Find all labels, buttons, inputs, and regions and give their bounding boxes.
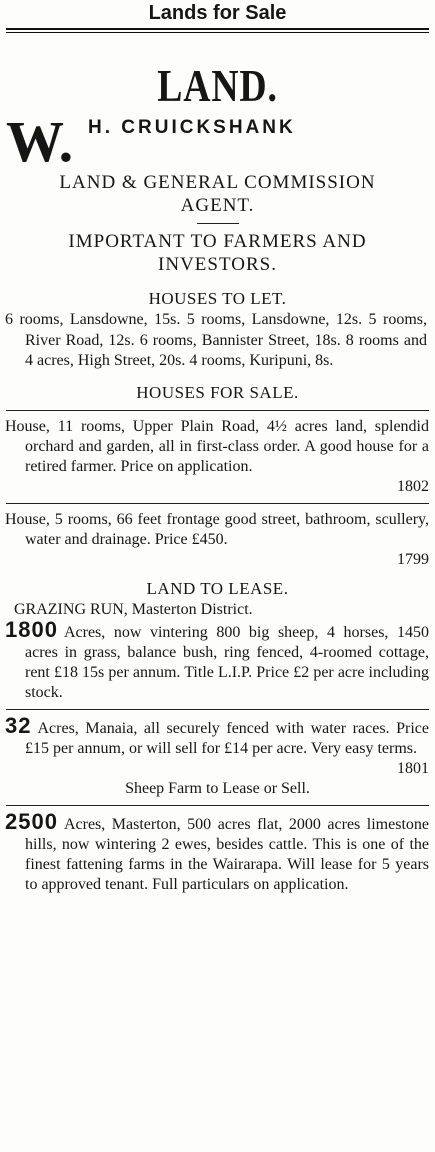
lease-entry-3-text: Acres, Masterton, 500 acres flat, 2000 acres limestone hills, now wintering 2 ewes, besides cattle. This is one of the finest fattening farms in the Wairarapa. Will lease for 5 years to approved tenant. Full particulars on application. xyxy=(25,815,429,893)
agent-role-2: AGENT. xyxy=(180,195,255,216)
agent-role-1: LAND & GENERAL COMMISSION xyxy=(59,172,376,193)
houses-to-let-text: 6 rooms, Lansdowne, 15s. 5 rooms, Lansdowne, 12s. 5 rooms, River Road, 12s. 6 rooms, Bannister Street, 18s. 8 rooms and 4 acres, High Street, 20s. 4 rooms, Kuripuni, 8s. xyxy=(5,311,427,369)
notice-line-2: INVESTORS. xyxy=(158,254,277,275)
notice-line-1: IMPORTANT TO FARMERS AND xyxy=(68,231,367,252)
divider xyxy=(197,223,239,224)
house-entry-1 xyxy=(0,417,435,497)
house-entry-2 xyxy=(0,510,435,570)
house-entry-1-text: House, 11 rooms, Upper Plain Road, 4½ acres land, splendid orchard and garden, all in first-class order. A good house for a retired farmer. Price on application. xyxy=(5,417,429,475)
land-to-lease-heading: LAND TO LEASE. xyxy=(146,578,289,598)
house-entry-2-text: House, 5 rooms, 66 feet frontage good street, bathroom, scullery, water and drainage. Price £450. xyxy=(5,510,429,548)
lease-entry-1 xyxy=(0,616,435,703)
houses-for-sale-heading: HOUSES FOR SALE. xyxy=(136,382,299,402)
lease-entry-1-text: Acres, now vintering 800 big sheep, 4 horses, 1450 acres in grass, balance bush, ring fenced, 4-roomed cottage, rent £18 15s per annum. Title L.I.P. Price £2 per acre including stock. xyxy=(25,623,429,701)
lease-entry-2-num: 32 xyxy=(5,712,32,738)
lease-entry-3-num: 2500 xyxy=(5,808,58,834)
lease-entry-2-text: Acres, Manaia, all securely fenced with water races. Price £15 per annum, or will sell for £14 per acre. Very easy terms. xyxy=(25,719,429,757)
agent-name: H. CRUICKSHANK xyxy=(88,117,296,138)
houses-to-let-heading: HOUSES TO LET. xyxy=(148,289,287,308)
agent-initial: W. xyxy=(6,109,74,174)
entry-rule xyxy=(6,503,429,504)
lease-entry-2-ref: 1801 xyxy=(397,759,429,777)
agent-line xyxy=(0,109,435,174)
header-rule xyxy=(6,28,429,33)
sheep-farm-heading: Sheep Farm to Lease or Sell. xyxy=(125,779,310,797)
house-entry-2-ref: 1799 xyxy=(397,550,429,568)
page-header: Lands for Sale xyxy=(148,2,287,24)
house-entry-1-ref: 1802 xyxy=(397,477,429,495)
entry-rule xyxy=(6,709,429,710)
grazing-subheading: GRAZING RUN, Masterton District. xyxy=(14,600,253,618)
lease-entry-3 xyxy=(0,808,435,895)
section-rule xyxy=(6,410,429,411)
land-title: LAND. xyxy=(157,60,278,111)
entry-rule xyxy=(6,805,429,806)
lease-entry-2 xyxy=(0,712,435,779)
lease-entry-1-num: 1800 xyxy=(5,616,58,642)
